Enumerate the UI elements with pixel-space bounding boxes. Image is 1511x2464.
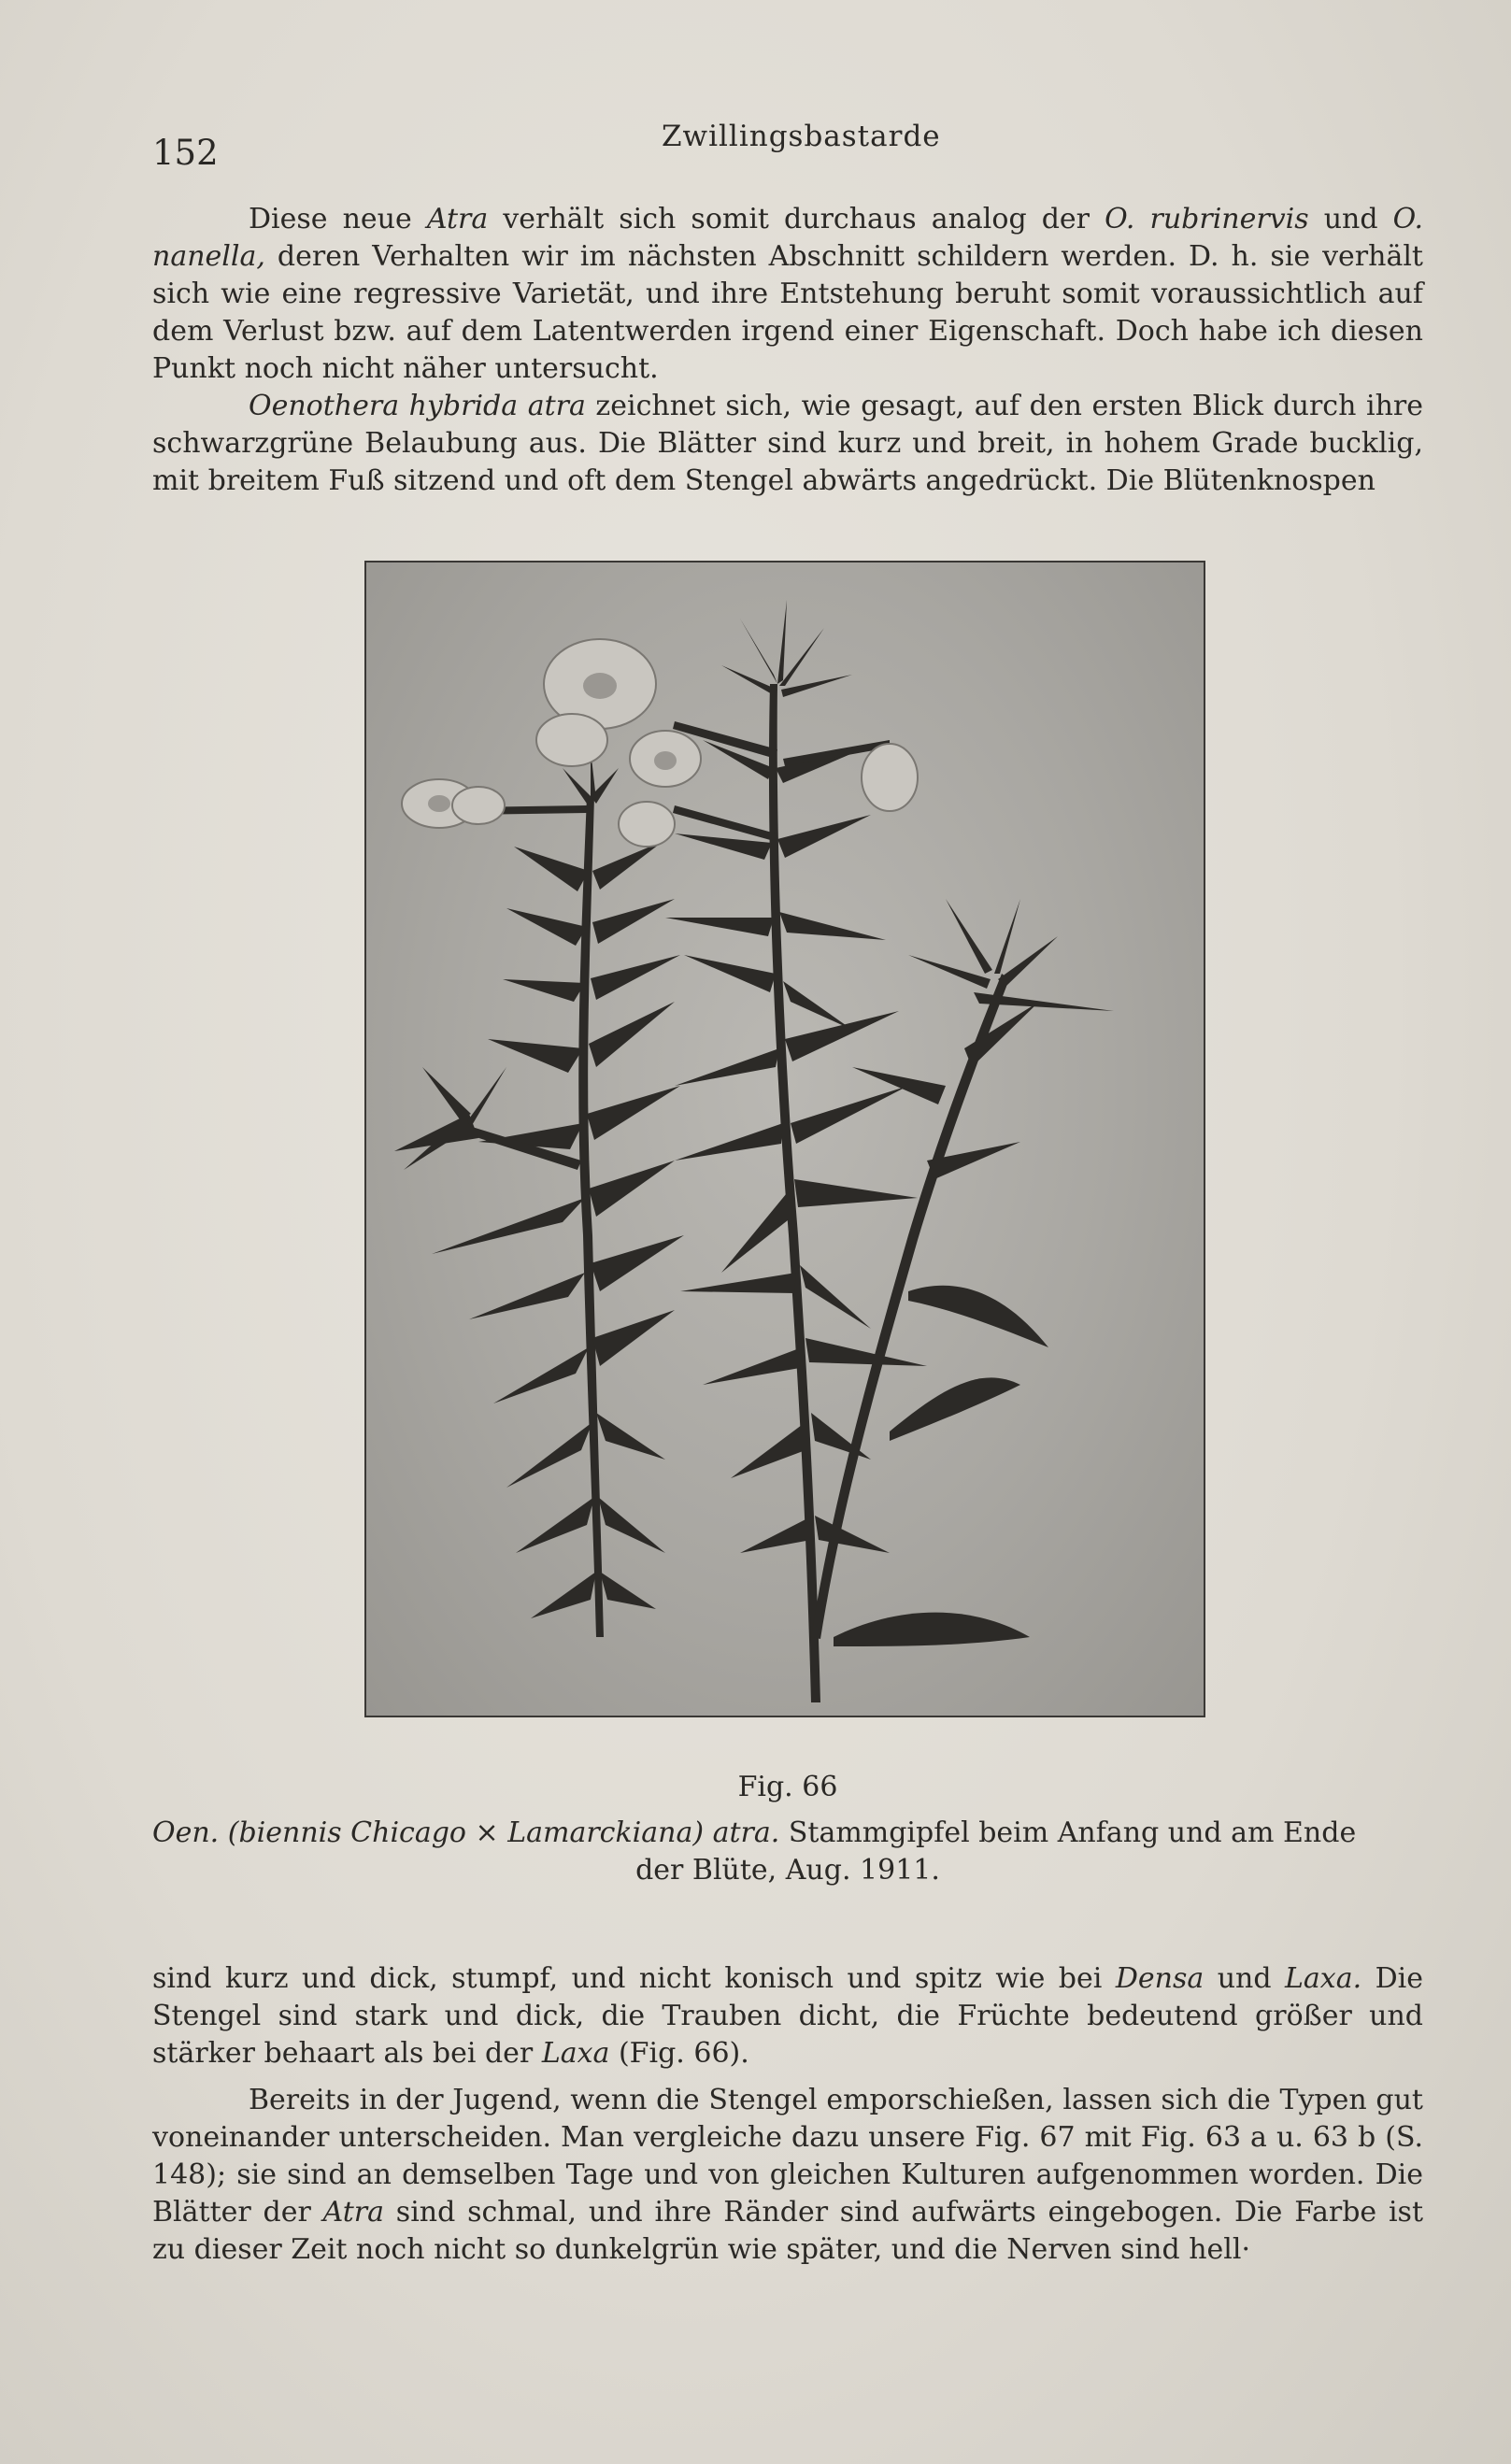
- caption-line-2: der Blüte, Aug. 1911.: [635, 1854, 940, 1887]
- paragraph-buds-continued: sind kurz und dick, stumpf, und nicht konisch und spitz wie bei Densa und Laxa. Die Stengel sind stark und dick, die Trauben dicht, die Früchte bedeutend größer und stärker behaart als bei der Laxa (Fig. 66).: [152, 1962, 1424, 2070]
- paragraph-youth-comparison: Bereits in der Jugend, wenn die Stengel emporschießen, lassen sich die Typen gut voneinander unterscheiden. Man vergleiche dazu unsere Fig. 67 mit Fig. 63 a u. 63 b (S. 148); sie sind an demselben Tage und von gleichen Kulturen aufgenommen worden. Die Blätter der Atra sind schmal, und ihre Ränder sind aufwärts eingebogen. Die Farbe ist zu dieser Zeit noch nicht so dunkelgrün wie später, und die Nerven sind hell·: [152, 2084, 1423, 2266]
- figure-66-photograph: [364, 561, 1205, 1717]
- top-text-block: [152, 201, 1423, 500]
- bottom-text-block: [152, 1960, 1423, 2269]
- figure-caption: [152, 1815, 1423, 1889]
- caption-line-1: Oen. (biennis Chicago × Lamarckiana) atra. Stammgipfel beim Anfang und am Ende: [152, 1816, 1357, 1849]
- paragraph-atra-description: Oenothera hybrida atra zeichnet sich, wie gesagt, auf den ersten Blick durch ihre schwarzgrüne Belaubung aus. Die Blätter sind kurz und breit, in hohem Grade bucklig, mit breitem Fuß sitzend und oft dem Stengel abwärts angedrückt. Die Blütenknospen: [152, 390, 1423, 497]
- figure-label: Fig. 66: [737, 1771, 838, 1803]
- paragraph-atra-analogy: Diese neue Atra verhält sich somit durchaus analog der O. rubrinervis und O. nanella, deren Verhalten wir im nächsten Abschnitt schildern werden. D. h. sie verhält sich wie eine regressive Varietät, und ihre Entstehung beruht somit voraussichtlich auf dem Verlust bzw. auf dem Latentwerden irgend einer Eigenschaft. Doch habe ich diesen Punkt noch nicht näher untersucht.: [152, 203, 1423, 385]
- running-title: Zwillingsbastarde: [662, 120, 941, 153]
- page-header: [152, 120, 1423, 176]
- page-number: 152: [152, 133, 219, 173]
- plant-photo-illustration: [366, 563, 1204, 1716]
